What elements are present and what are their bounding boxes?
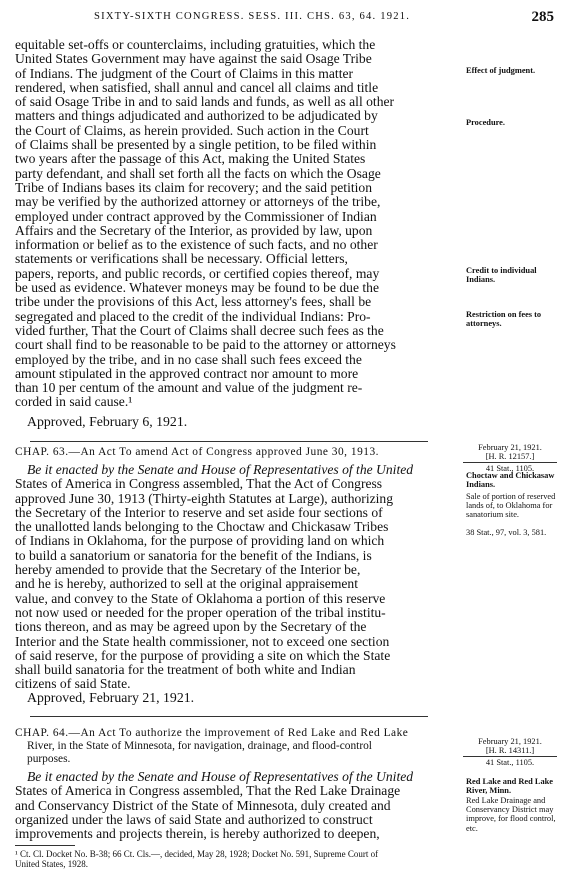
chapter-63-date-box xyxy=(463,443,557,473)
text-line: be used as evidence. Whatever moneys may be found to be due the xyxy=(15,280,380,296)
text-line: United States Government may have against the said Osage Tribe xyxy=(15,51,372,67)
heading-line: CHAP. 64.—An Act To authorize the improvement of Red Lake and Red Lake xyxy=(15,727,409,739)
text-line: citizens of said State. xyxy=(15,676,131,692)
text-line: Interior and the State health commissioner, not to exceed one section xyxy=(15,633,390,649)
text-line: the unallotted lands belonging to the Choctaw and Chickasaw Tribes xyxy=(15,519,389,535)
enacting-clause: Be it enacted by the Senate and House of Representatives of the United xyxy=(27,462,414,477)
chapter-63-heading xyxy=(15,446,440,459)
chapter-63-text xyxy=(15,463,452,692)
margin-note-choctaw: Choctaw and Chickasaw Indians. xyxy=(466,471,555,490)
page-number: 285 xyxy=(531,9,554,25)
text-line: value, and convey to the State of Oklahoma a portion of this reserve xyxy=(15,590,386,606)
text-line: not now used or needed for the proper operation of the tribal institu- xyxy=(15,604,386,620)
text-line: tions thereon, and as may be agreed upon by the Secretary of the xyxy=(15,619,367,635)
heading-line: purposes. xyxy=(27,753,71,766)
text-line: of said reserve, for the purpose of providing a site on which the State xyxy=(15,647,391,663)
separator-rule xyxy=(30,441,428,442)
footnote-line: United States, 1928. xyxy=(15,859,88,869)
text-line: amount stipulated in the approved contract nor amount to more xyxy=(15,365,359,381)
chapter-64-heading xyxy=(15,727,440,767)
date: February 21, 1921. xyxy=(478,443,542,452)
footnote-line: ¹ Ct. Cl. Docket No. B-38; 66 Ct. Cls.—, decided, May 28, 1928; Docket No. 591, Supreme Court of xyxy=(15,849,379,859)
approved-line-1: Approved, February 6, 1921. xyxy=(27,414,188,429)
text-line: improvements and projects therein, is hereby authorized to deepen, xyxy=(15,826,380,842)
text-line: of Indians. The judgment of the Court of Claims in this matter xyxy=(15,65,354,81)
text-line: organized under the laws of said State and authorized to construct xyxy=(15,811,373,827)
text-line: Tribe of Indians bases its claim for recovery; and the said petition xyxy=(15,179,373,195)
margin-note-procedure: Procedure. xyxy=(466,118,505,127)
text-line: approved June 30, 1913 (Thirty-eighth Statutes at Large), authorizing xyxy=(15,490,394,506)
text-line: and Conservancy District of the State of Minnesota, duly created and xyxy=(15,797,391,813)
text-line: court shall find to be reasonable to be paid to the attorney or attorneys xyxy=(15,337,396,353)
text-line xyxy=(15,463,452,477)
heading-line: River, in the State of Minnesota, for navigation, drainage, and flood-control xyxy=(27,740,372,753)
text-line: may be verified by the authorized attorney or attorneys of the tribe, xyxy=(15,194,381,210)
text-line: employed by the tribe, and in no case shall such fees exceed the xyxy=(15,351,362,367)
box-rule xyxy=(463,462,557,463)
running-title: SIXTY-SIXTH CONGRESS. SESS. III. CHS. 63, 64. 1921. xyxy=(94,11,411,22)
separator-rule xyxy=(30,716,428,717)
enacting-clause: Be it enacted by the Senate and House of Representatives of the United xyxy=(27,769,414,784)
heading-line: CHAP. 63.—An Act To amend Act of Congress approved June 30, 1913. xyxy=(15,446,380,458)
text-line: the Court of Claims, as herein provided. Such action in the Court xyxy=(15,122,369,138)
text-line: corded in said cause.¹ xyxy=(15,394,133,410)
text-line: rendered, when satisfied, shall annul and cancel all claims and title xyxy=(15,79,379,95)
text-line: information or belief as to the existence of such facts, and no other xyxy=(15,237,378,253)
text-line: to build a sanatorium or sanatoria for the benefit of the Indians, is xyxy=(15,547,372,563)
box-rule xyxy=(463,756,557,757)
margin-note-effect: Effect of judgment. xyxy=(466,66,536,75)
text-line: papers, reports, and public records, or certified copies thereof, may xyxy=(15,265,380,281)
margin-note-stat-ref: 38 Stat., 97, vol. 3, 581. xyxy=(466,528,547,537)
footnote-rule xyxy=(15,845,75,846)
chapter-64-text xyxy=(15,770,452,841)
bill-number: [H. R. 12157.] xyxy=(485,452,535,461)
margin-note-credit: Credit to individual Indians. xyxy=(466,266,537,285)
text-line: statements or verifications shall be necessary. Official letters, xyxy=(15,251,348,267)
margin-note-district: Red Lake Drainage and Conservancy District may improve, for flood control, etc. xyxy=(466,796,556,833)
section-1-text xyxy=(15,38,452,410)
date: February 21, 1921. xyxy=(478,737,542,746)
footnote xyxy=(15,849,465,869)
text-line: equitable set-offs or counterclaims, including gratuities, which the xyxy=(15,37,376,52)
text-line: employed under contract approved by the Commissioner of Indian xyxy=(15,208,377,224)
text-line: States of America in Congress assembled, That the Act of Congress xyxy=(15,476,383,492)
text-line: vided further, That the Court of Claims shall decree such fees as the xyxy=(15,322,384,338)
text-line xyxy=(15,770,452,784)
text-line: matters and things adjudicated and authorized to be adjudicated by xyxy=(15,108,378,124)
text-line: party defendant, and shall set forth all the facts on which the Osage xyxy=(15,165,381,181)
margin-note-restriction: Restriction on fees to attorneys. xyxy=(466,310,542,329)
margin-note-sale: Sale of portion of reserved lands of, to Oklahoma for sanatorium site. xyxy=(466,492,556,520)
margin-note-redlake: Red Lake and Red Lake River, Minn. xyxy=(466,777,554,796)
page-header xyxy=(0,9,574,27)
text-line: hereby amended to provide that the Secretary of the Interior be, xyxy=(15,562,361,578)
approved-line-63: Approved, February 21, 1921. xyxy=(27,690,195,705)
text-line: two years after the passage of this Act, making the United States xyxy=(15,151,366,167)
text-line: shall build sanatoria for the treatment of both white and Indian xyxy=(15,662,356,678)
text-line: the Secretary of the Interior to reserve and set aside four sections of xyxy=(15,504,383,520)
statute-ref: 41 Stat., 1105. xyxy=(485,464,535,473)
chapter-64-date-box xyxy=(463,737,557,767)
bill-number: [H. R. 14311.] xyxy=(485,746,535,755)
text-line: of said Osage Tribe in and to said lands and funds, as well as all other xyxy=(15,94,395,110)
statute-ref: 41 Stat., 1105. xyxy=(485,758,535,767)
text-line: tribe under the provisions of this Act, less attorney's fees, shall be xyxy=(15,294,372,310)
text-line: States of America in Congress assembled, That the Red Lake Drainage xyxy=(15,783,401,799)
text-line: segregated and placed to the credit of the individual Indians: Pro- xyxy=(15,308,371,324)
text-line: and he is hereby, authorized to sell at the original appraisement xyxy=(15,576,358,592)
text-line: than 10 per centum of the amount and value of the judgment re- xyxy=(15,380,363,396)
text-line: of Claims shall be presented by a single petition, to be filed within xyxy=(15,137,377,153)
text-line: of Indians in Oklahoma, for the purpose of providing land on which xyxy=(15,533,385,549)
text-line: Affairs and the Secretary of the Interior, as provided by law, upon xyxy=(15,222,373,238)
